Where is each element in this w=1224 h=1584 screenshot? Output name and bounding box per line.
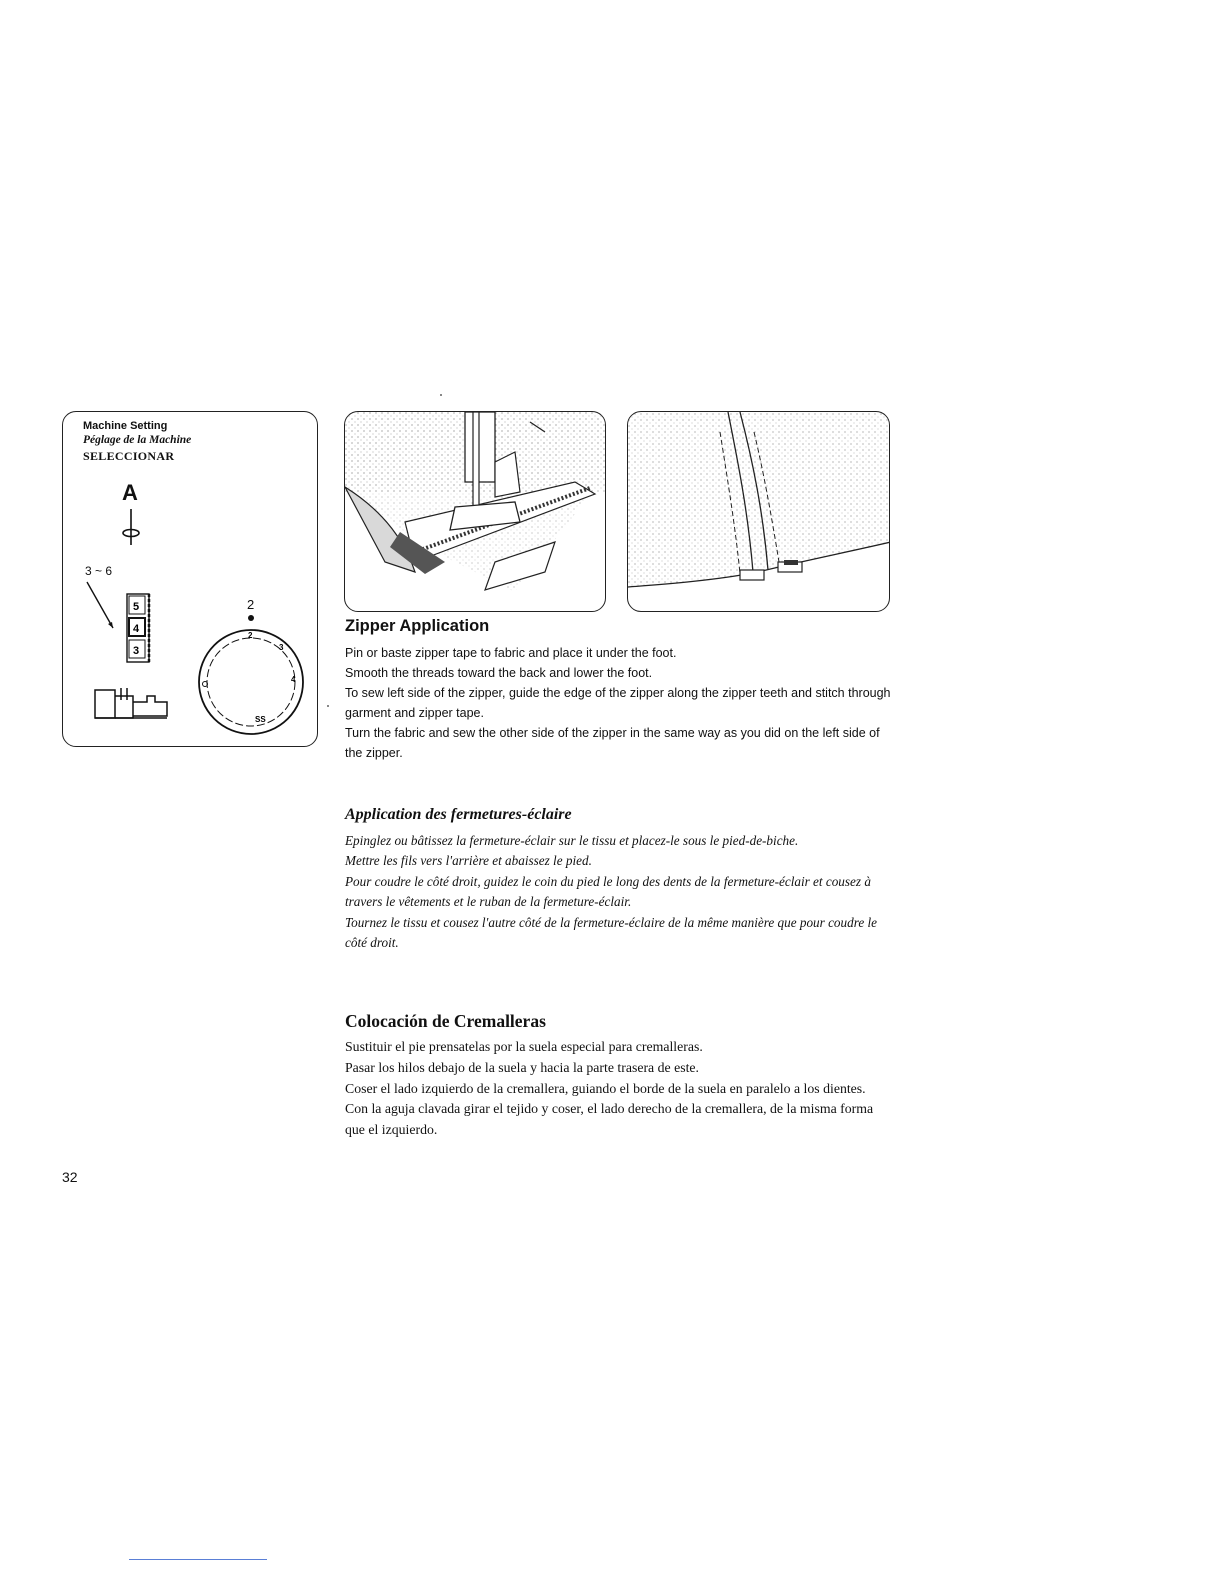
width-dial-number: 2 [247,597,255,612]
length-dial-digit: 5 [133,601,140,613]
french-paragraph: Mettre les fils vers l'arrière et abaissez le pied. [345,853,592,869]
needle-position-icon [119,507,143,547]
svg-text:4: 4 [291,675,296,684]
french-heading: Application des fermetures-éclaire [345,806,572,823]
english-paragraph: To sew left side of the zipper, guide the edge of the zipper along the zipper teeth and stitch through garment and zipper tape. [345,686,891,720]
length-dial-digit: 3 [133,645,140,657]
stitch-length-label: 3 ~ 6 [85,564,113,578]
spanish-paragraph: Con la aguja clavada girar el tejido y coser, el lado derecho de la cremallera, de la misma forma que el izquierdo. [345,1101,874,1138]
svg-text:2: 2 [248,631,253,640]
zipper-foot-icon [91,682,177,724]
stitch-width-dial-icon [189,610,305,738]
french-paragraph: Tournez le tissu et cousez l'autre côté de la fermeture-éclaire de la même manière que pour coudre le côté droit. [345,914,878,951]
spanish-heading: Colocación de Cremalleras [345,1011,546,1031]
spanish-body [345,1037,895,1141]
scan-speck [440,394,442,396]
english-paragraph: Turn the fabric and sew the other side of the zipper in the same way as you did on the left side of the zipper. [345,726,880,760]
finished-zipper-illustration [627,411,890,612]
footer-rule [129,1559,267,1560]
svg-text:3: 3 [279,643,284,652]
stitch-length-dial-icon [83,580,163,670]
french-body [345,831,893,953]
spanish-paragraph: Coser el lado izquierdo de la cremallera, guiando el borde de la suela en paralelo a los dientes. [345,1080,866,1096]
french-paragraph: Epinglez ou bâtissez la fermeture-éclair sur le tissu et placez-le sous le pied-de-biche. [345,833,799,848]
english-body [345,643,893,763]
pattern-letter: A [122,480,138,505]
scan-speck [327,705,329,707]
french-paragraph: Pour coudre le côté droit, guidez le coin du pied le long des dents de la fermeture-éclair et cousez à travers le vêtements et le ruban de la fermeture-éclair. [345,873,871,910]
spanish-paragraph: Pasar los hilos debajo de la suela y hacia la parte trasera de este. [345,1059,699,1075]
machine-setting-panel [62,411,318,747]
length-dial-digit: 4 [133,623,140,635]
spanish-paragraph: Sustituir el pie prensatelas por la suela especial para cremalleras. [345,1039,703,1054]
machine-setting-title-fr: Péglage de la Machine [83,434,192,446]
machine-setting-title-en: Machine Setting [83,420,168,432]
english-paragraph: Pin or baste zipper tape to fabric and place it under the foot. [345,646,677,660]
svg-text:SS: SS [255,715,266,724]
machine-setting-title-es: SELECCIONAR [83,449,175,463]
english-paragraph: Smooth the threads toward the back and lower the foot. [345,666,653,680]
zipper-sewing-illustration [344,411,606,612]
english-heading: Zipper Application [345,617,490,635]
page-number: 32 [62,1169,78,1185]
